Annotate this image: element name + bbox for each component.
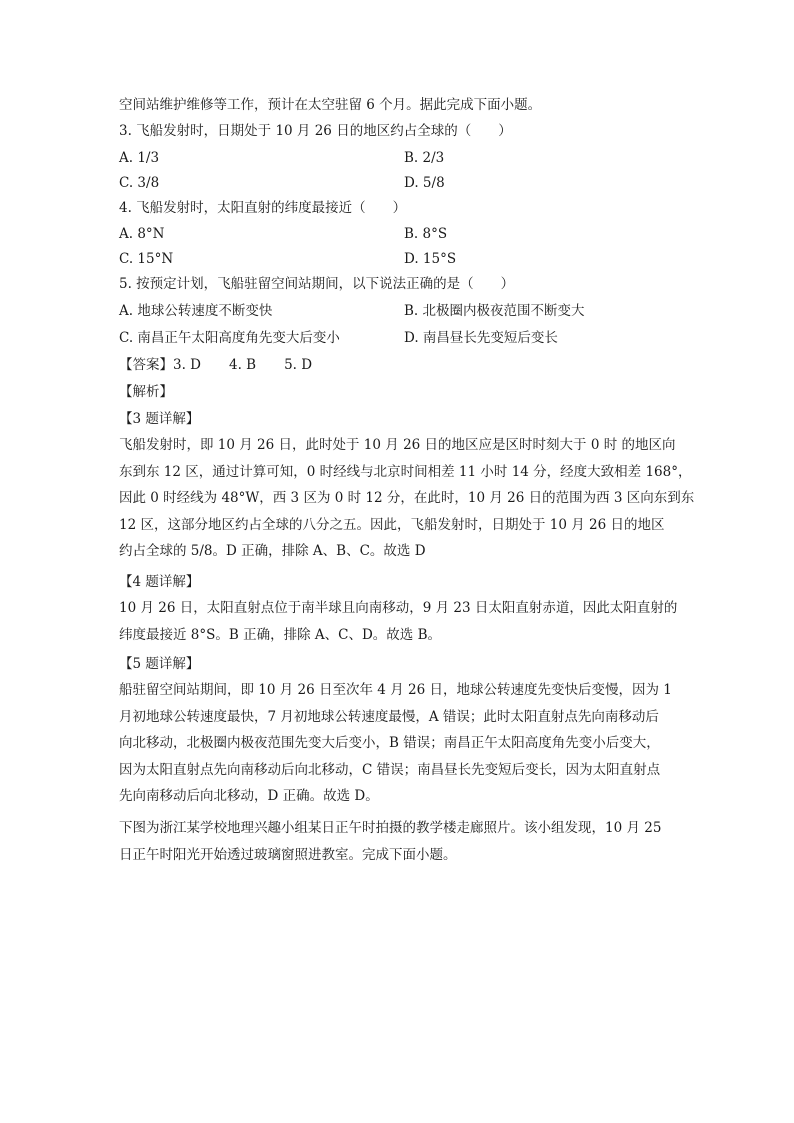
detail-3-line: 12 区，这部分地区约占全球的八分之五。因此，飞船发射时，日期处于 10 月 26 日的地区 (119, 516, 665, 533)
analysis-label: 【解析】 (119, 384, 173, 400)
detail-5-line: 因为太阳直射点先向南移动后向北移动，C 错误；南昌昼长先变短后变长，因为太阳直射点 (119, 761, 661, 778)
question-5-option-b: B. 北极圈内极夜范围不断变大 (404, 303, 585, 319)
question-3-option-c: C. 3/8 (119, 175, 160, 191)
detail-5-heading: 【5 题详解】 (119, 656, 200, 672)
detail-5-line: 先向南移动后向北移动，D 正确。故选 D。 (119, 788, 379, 805)
question-5-option-a: A. 地球公转速度不断变快 (119, 303, 273, 319)
detail-4-heading: 【4 题详解】 (119, 574, 200, 590)
detail-3-line: 约占全球的 5/8。D 正确，排除 A、B、C。故选 D (119, 543, 426, 560)
question-3-stem: 3. 飞船发射时，日期处于 10 月 26 日的地区约占全球的（ ） (119, 123, 512, 139)
detail-4-line: 纬度最接近 8°S。B 正确，排除 A、C、D。故选 B。 (119, 626, 441, 643)
question-4-option-d: D. 15°S (404, 251, 457, 267)
answer-4: 4. B (229, 357, 257, 373)
detail-3-paragraph (119, 432, 695, 565)
detail-4-line: 10 月 26 日，太阳直射点位于南半球且向南移动，9 月 23 日太阳直射赤道，因此太阳直射的 (119, 600, 678, 616)
question-4-stem: 4. 飞船发射时，太阳直射的纬度最接近（ ） (119, 200, 407, 216)
detail-5-line: 船驻留空间站期间，即 10 月 26 日至次年 4 月 26 日，地球公转速度先变快后变慢，因为 1 (119, 682, 672, 698)
detail-5-line: 向北移动，北极圈内极夜范围先变大后变小，B 错误；南昌正午太阳高度角先变小后变大， (119, 735, 660, 752)
next-intro-line: 下图为浙江某学校地理兴趣小组某日正午时拍摄的教学楼走廊照片。该小组发现，10 月 25 (119, 820, 662, 836)
next-intro-line: 日正午时阳光开始透过玻璃窗照进教室。完成下面小题。 (119, 846, 457, 863)
next-intro-paragraph (119, 815, 679, 868)
answer-line (119, 356, 312, 374)
question-5-option-c: C. 南昌正午太阳高度角先变大后变小 (119, 330, 340, 346)
detail-3-line: 东到东 12 区，通过计算可知，0 时经线与北京时间相差 11 小时 14 分，经度大致相差 168°， (119, 463, 692, 480)
question-4-option-c: C. 15°N (119, 251, 174, 267)
question-4-option-a: A. 8°N (119, 226, 165, 242)
question-3-option-a: A. 1/3 (119, 150, 160, 166)
detail-5-paragraph (119, 677, 679, 810)
answer-label: 【答案】3. D (119, 357, 201, 373)
detail-3-line: 因此 0 时经线为 48°W，西 3 区为 0 时 12 分，在此时，10 月 26 日的范围为西 3 区向东到东 (119, 490, 695, 507)
detail-5-line: 月初地球公转速度最快，7 月初地球公转速度最慢，A 错误；此时太阳直射点先向南移动后 (119, 708, 659, 725)
question-5-stem: 5. 按预定计划，飞船驻留空间站期间，以下说法正确的是（ ） (119, 276, 515, 292)
question-3-option-b: B. 2/3 (404, 150, 445, 166)
question-5-option-d: D. 南昌昼长先变短后变长 (404, 330, 558, 346)
intro-tail: 空间站维护维修等工作，预计在太空驻留 6 个月。据此完成下面小题。 (119, 97, 542, 113)
question-3-option-d: D. 5/8 (404, 175, 445, 191)
question-4-option-b: B. 8°S (404, 226, 448, 242)
detail-3-heading: 【3 题详解】 (119, 411, 200, 427)
answer-5: 5. D (284, 357, 313, 373)
detail-4-paragraph (119, 595, 679, 648)
detail-3-line: 飞船发射时，即 10 月 26 日，此时处于 10 月 26 日的地区应是区时时刻大于 0 时 的地区向 (119, 437, 676, 453)
